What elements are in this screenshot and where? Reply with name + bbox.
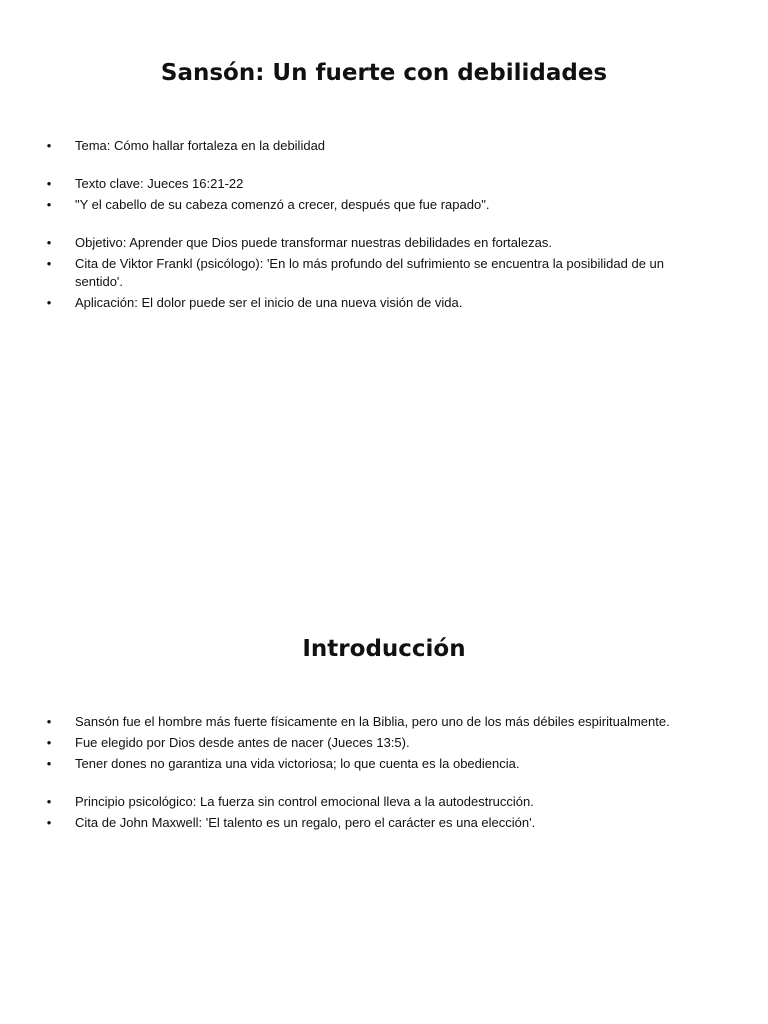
bullet-text: Principio psicológico: La fuerza sin control emocional lleva a la autodestrucción. (75, 794, 534, 809)
bullet-item (0, 255, 768, 291)
bullet-text: Fue elegido por Dios desde antes de nacer (Jueces 13:5). (75, 735, 410, 750)
bullet-item (0, 755, 768, 773)
bullet-icon: • (46, 138, 52, 153)
bullet-text: Cita de John Maxwell: 'El talento es un regalo, pero el carácter es una elección'. (75, 815, 536, 830)
bullet-icon: • (46, 176, 52, 191)
slide-2 (0, 576, 768, 1024)
bullet-text: Tener dones no garantiza una vida victoriosa; lo que cuenta es la obediencia. (75, 756, 520, 771)
bullet-icon: • (46, 794, 52, 809)
bullet-icon: • (46, 256, 52, 271)
bullet-item (0, 713, 768, 731)
bullet-text: Tema: Cómo hallar fortaleza en la debilidad (75, 138, 326, 153)
bullet-item (0, 234, 768, 252)
bullet-list (0, 137, 768, 315)
bullet-list (0, 713, 768, 835)
bullet-icon: • (46, 197, 52, 212)
bullet-icon: • (46, 235, 52, 250)
bullet-item (0, 814, 768, 832)
bullet-icon: • (46, 815, 52, 830)
bullet-text: Sansón fue el hombre más fuerte físicamente en la Biblia, pero uno de los más débiles espiritualmente. (75, 714, 670, 729)
bullet-icon: • (46, 714, 52, 729)
bullet-text: Texto clave: Jueces 16:21-22 (75, 176, 244, 191)
bullet-item (0, 734, 768, 752)
bullet-item (0, 294, 768, 312)
slide-title: Sansón: Un fuerte con debilidades (160, 60, 608, 86)
bullet-icon: • (46, 735, 52, 750)
bullet-icon: • (46, 295, 52, 310)
bullet-item (0, 196, 768, 214)
bullet-item (0, 175, 768, 193)
bullet-icon: • (46, 756, 52, 771)
bullet-text: Cita de Viktor Frankl (psicólogo): 'En lo más profundo del sufrimiento se encuentra la posibilidad de un sentido'. (75, 256, 665, 289)
bullet-text: "Y el cabello de su cabeza comenzó a crecer, después que fue rapado". (75, 197, 490, 212)
bullet-text: Objetivo: Aprender que Dios puede transformar nuestras debilidades en fortalezas. (75, 235, 552, 250)
bullet-text: Aplicación: El dolor puede ser el inicio de una nueva visión de vida. (75, 295, 463, 310)
slide-title: Introducción (302, 636, 466, 662)
bullet-item (0, 137, 768, 155)
bullet-item (0, 793, 768, 811)
